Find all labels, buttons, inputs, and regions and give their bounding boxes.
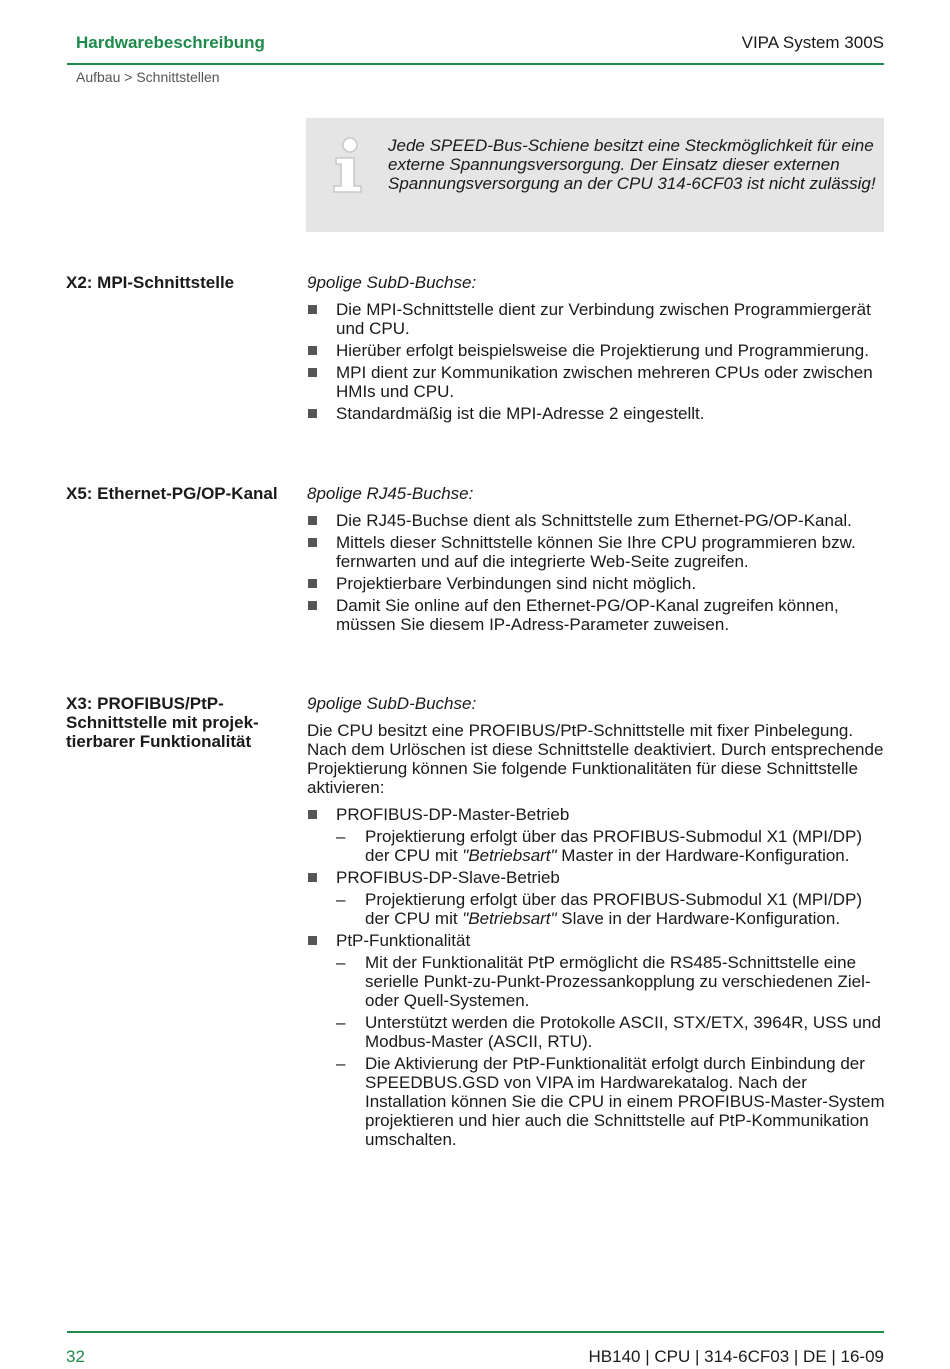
list-item: Standardmäßig ist die MPI-Adresse 2 eingestellt. [307, 404, 887, 423]
section-label-x5: X5: Ethernet-PG/OP-Kanal [66, 484, 278, 503]
section-body-x5 [307, 484, 887, 637]
list-item-slave [307, 868, 887, 928]
emphasis: "Betriebsart" [462, 909, 557, 928]
emphasis: "Betriebsart" [462, 846, 557, 865]
breadcrumb: Aufbau > Schnittstellen [76, 69, 220, 85]
sub-list-item: – Unterstützt werden die Protokolle ASCII, STX/ETX, 3964R, USS und Modbus-Master (ASCII, RTU). [336, 1013, 887, 1051]
bullet-list [307, 300, 887, 423]
chapter-title: Hardwarebeschreibung [76, 33, 265, 52]
text-segment: Master in der Hardware-Konfiguration. [556, 846, 850, 865]
connector-type: 9polige SubD-Buchse: [307, 273, 477, 292]
list-item-title: PROFIBUS-DP-Slave-Betrieb [336, 868, 560, 887]
sub-list-item: – Die Aktivierung der PtP-Funktionalität erfolgt durch Einbindung der SPEEDBUS.GSD von VIPA im Hardwarekatalog. Nach der Installation können Sie die CPU in einem PROFIBUS-Master-System projektieren und hier auch die Schnittstelle auf PtP-Kommunikation umschalten. [336, 1054, 887, 1149]
text-segment: Projektierung erfolgt über das PROFIBUS-Submodul X1 (MPI/DP) der CPU mit [365, 890, 862, 928]
sub-list [336, 890, 887, 928]
list-item: Mittels dieser Schnittstelle können Sie Ihre CPU programmieren bzw. fernwarten und auf die integrierte Web-Seite zugreifen. [307, 533, 887, 571]
connector-type: 9polige SubD-Buchse: [307, 694, 477, 713]
info-icon [330, 136, 366, 196]
page-number: 32 [66, 1347, 85, 1366]
list-item: MPI dient zur Kommunikation zwischen mehreren CPUs oder zwischen HMIs und CPU. [307, 363, 887, 401]
text-segment: Slave in der Hardware-Konfiguration. [556, 909, 841, 928]
sub-list-item: – Mit der Funktionalität PtP ermöglicht die RS485-Schnittstelle eine serielle Punkt-zu-Punkt-Prozessankopplung zu verschiedenen Ziel- oder Quell-Systemen. [336, 953, 887, 1010]
list-item: Projektierbare Verbindungen sind nicht möglich. [307, 574, 887, 593]
list-item: Die MPI-Schnittstelle dient zur Verbindung zwischen Programmiergerät und CPU. [307, 300, 887, 338]
list-item-ptp [307, 931, 887, 1149]
section-body-x2 [307, 273, 887, 426]
bullet-list [307, 805, 887, 1149]
section-intro: Die CPU besitzt eine PROFIBUS/PtP-Schnittstelle mit fixer Pinbelegung. Nach dem Urlöschen ist diese Schnittstelle deaktiviert. Durch entsprechende Projektierung können Sie folgende Funktionalitäten für diese Schnittstelle aktivieren: [307, 721, 884, 797]
document-id: HB140 | CPU | 314-6CF03 | DE | 16-09 [588, 1347, 884, 1366]
sub-list [336, 827, 887, 865]
list-item: Damit Sie online auf den Ethernet-PG/OP-Kanal zugreifen können, müssen Sie diesem IP-Adress-Parameter zuweisen. [307, 596, 887, 634]
connector-type: 8polige RJ45-Buchse: [307, 484, 474, 503]
list-item-master [307, 805, 887, 865]
footer-divider [67, 1331, 884, 1333]
bullet-list [307, 511, 887, 634]
list-item: Hierüber erfolgt beispielsweise die Projektierung und Programmierung. [307, 341, 887, 360]
header-divider [67, 63, 884, 65]
sub-list-item [336, 890, 887, 928]
list-item-title: PROFIBUS-DP-Master-Betrieb [336, 805, 570, 824]
system-name: VIPA System 300S [741, 33, 884, 52]
note-text: Jede SPEED-Bus-Schiene besitzt eine Steckmöglichkeit für eine externe Spannungsversorgung. Der Einsatz dieser externen Spannungsversorgung an der CPU 314-6CF03 ist nicht zulässig! [388, 136, 876, 193]
list-item: Die RJ45-Buchse dient als Schnittstelle zum Ethernet-PG/OP-Kanal. [307, 511, 887, 530]
sub-list [336, 953, 887, 1149]
sub-list-item [336, 827, 887, 865]
section-label-x3: X3: PROFIBUS/PtP-Schnittstelle mit projektierbarer Funktionalität [66, 694, 259, 751]
section-body-x3 [307, 694, 887, 1152]
text-segment: Projektierung erfolgt über das PROFIBUS-Submodul X1 (MPI/DP) der CPU mit [365, 827, 862, 865]
list-item-title: PtP-Funktionalität [336, 931, 471, 950]
info-note [306, 118, 884, 232]
section-label-x2: X2: MPI-Schnittstelle [66, 273, 235, 292]
